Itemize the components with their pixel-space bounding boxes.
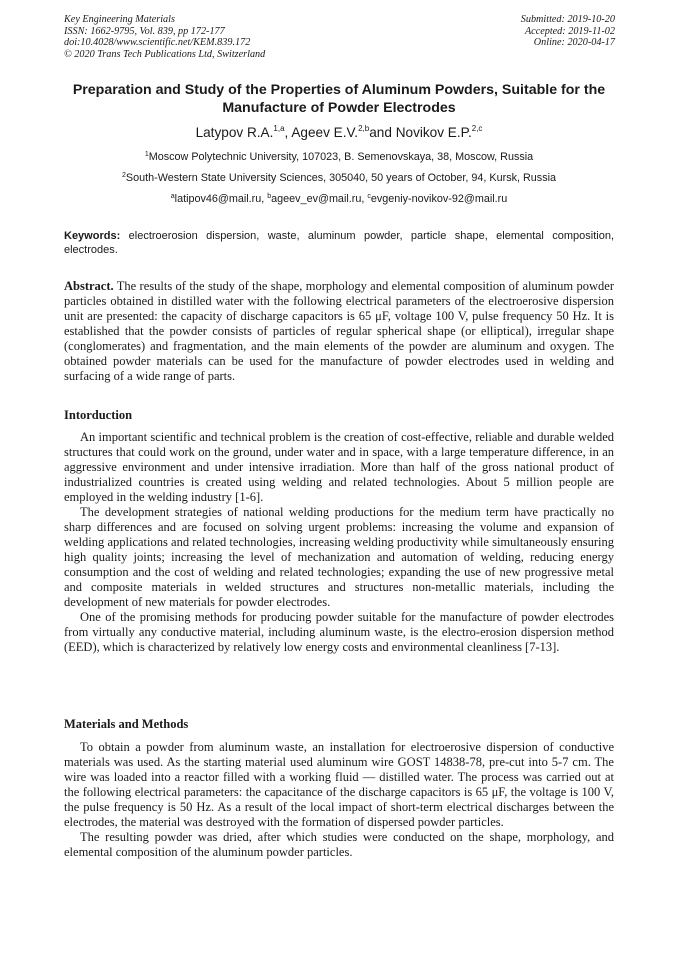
paragraph: The resulting powder was dried, after which studies were conducted on the shape, morphology, and elemental composition of the aluminum powder particles.: [64, 830, 614, 859]
author-separator: and: [369, 125, 396, 140]
affiliation-1: [30, 151, 648, 164]
abstract-text: The results of the study of the shape, morphology and elemental composition of aluminum powder particles obtained in distilled water with the following electrical parameters of the electroerosive dispersion unit are presented: the capacity of discharge capacitors is 65 μF, voltage 100 V, pulse frequency 50 Hz. It is established that the powder consists of particles of regular spherical shape (or elliptical), irregular shape (conglomerates) and fragmentation, and the main elements of the powder are aluminum and oxygen. The obtained powder materials can be used for the manufacture of powder electrodes used in welding and surfacing of a wide range of parts.: [64, 279, 614, 383]
author-name: Latypov R.A.: [195, 125, 274, 140]
paragraph: The development strategies of national welding productions for the medium term have practically no sharp differences and are focused on solving urgent problems: increasing the volume and expansion of welding applications and related technologies, increasing welding productivity while simultaneously ensuring high quality joints; increasing the level of mechanization and automation of welding, reducing energy consumption and the cost of welding and related technologies; expanding the use of new progressive metal and composite materials in welded structures and structures non-metallic materials, including the development of new materials for powder electrodes.: [64, 505, 614, 609]
accepted-date: Accepted: 2019-11-02: [524, 25, 615, 37]
copyright: © 2020 Trans Tech Publications Ltd, Switzerland: [64, 48, 266, 60]
paragraph: One of the promising methods for producing powder suitable for the manufacture of powder electrodes from virtually any conductive material, including aluminum waste, is the electro-erosion dispersion method (EED), which is characterized by relatively low energy costs and environmental cleanliness [7-13].: [64, 610, 614, 654]
email-mark: b: [267, 193, 272, 200]
abstract-section: [64, 279, 614, 384]
affiliation-text: South-Western State University Sciences, 305040, 50 years of October, 94, Kursk, Russia: [125, 172, 556, 184]
publication-dates: [521, 14, 615, 49]
affiliation-text: Moscow Polytechnic University, 107023, B. Semenovskaya, 38, Moscow, Russia: [148, 151, 534, 163]
abstract-label: Abstract.: [64, 279, 114, 293]
author-affiliation-mark: 2,c: [471, 124, 483, 133]
author-affiliation-mark: 1,a: [273, 124, 285, 133]
journal-name: Key Engineering Materials: [64, 14, 175, 25]
email-mark: a: [170, 193, 175, 200]
introduction-section: [64, 430, 614, 655]
affiliation-mark: 1: [144, 151, 149, 158]
affiliation-mark: 2: [122, 172, 126, 179]
author-emails: [30, 193, 648, 206]
author-list: [40, 124, 638, 141]
materials-methods-section: [64, 740, 614, 860]
author-name: Novikov E.P.: [395, 125, 472, 140]
paper-title: Preparation and Study of the Properties of Aluminum Powders, Suitable for the Manufacture of Powder Electrodes: [72, 82, 606, 116]
email-link[interactable]: ageev_ev@mail.ru,: [271, 193, 368, 205]
issn: ISSN: 1662-9795, Vol. 839, pp 172-177: [64, 25, 225, 37]
email-mark: c: [367, 193, 371, 200]
author-name: Ageev E.V.: [291, 125, 359, 140]
paragraph: An important scientific and technical problem is the creation of cost-effective, reliable and durable welded structures that could work on the ground, under water and in space, with a large temperature difference, in an aggressive environment and under intensive irradiation. More than half of the gross national product of industrialized countries is created using welding and related technologies. About 5 million people are employed in the welding industry [1-6].: [64, 430, 614, 504]
email-link[interactable]: latipov46@mail.ru,: [174, 193, 268, 205]
submitted-date: Submitted: 2019-10-20: [520, 14, 615, 25]
materials-methods-heading: Materials and Methods: [64, 717, 189, 731]
keywords-section: [64, 229, 614, 257]
journal-info: [64, 14, 265, 60]
keywords-label: Keywords:: [64, 230, 121, 242]
affiliation-2: [30, 172, 648, 185]
paragraph: To obtain a powder from aluminum waste, an installation for electroerosive dispersion of conductive materials was used. As the starting material used aluminum wire GOST 14838-78, pre-cut into 5-7 cm. The wire was loaded into a reactor filled with a working fluid — distilled water. The process was carried out at the following electrical parameters: the capacitance of the discharge capacitors is 65 μF, the voltage is 100 V, the pulse frequency is 50 Hz. As a result of the local impact of short-term electrical discharges between the electrodes, the material was destroyed with the formation of dispersed powder particles.: [64, 740, 614, 829]
introduction-heading: Intorduction: [64, 408, 133, 422]
email-link[interactable]: evgeniy-novikov-92@mail.ru: [370, 193, 508, 205]
doi: doi:10.4028/www.scientific.net/KEM.839.172: [64, 37, 251, 49]
keywords-text: electroerosion dispersion, waste, aluminum powder, particle shape, elemental composition, electrodes.: [64, 230, 614, 256]
online-date: Online: 2020-04-17: [533, 37, 615, 49]
author-separator: ,: [284, 125, 292, 140]
author-affiliation-mark: 2,b: [358, 124, 370, 133]
